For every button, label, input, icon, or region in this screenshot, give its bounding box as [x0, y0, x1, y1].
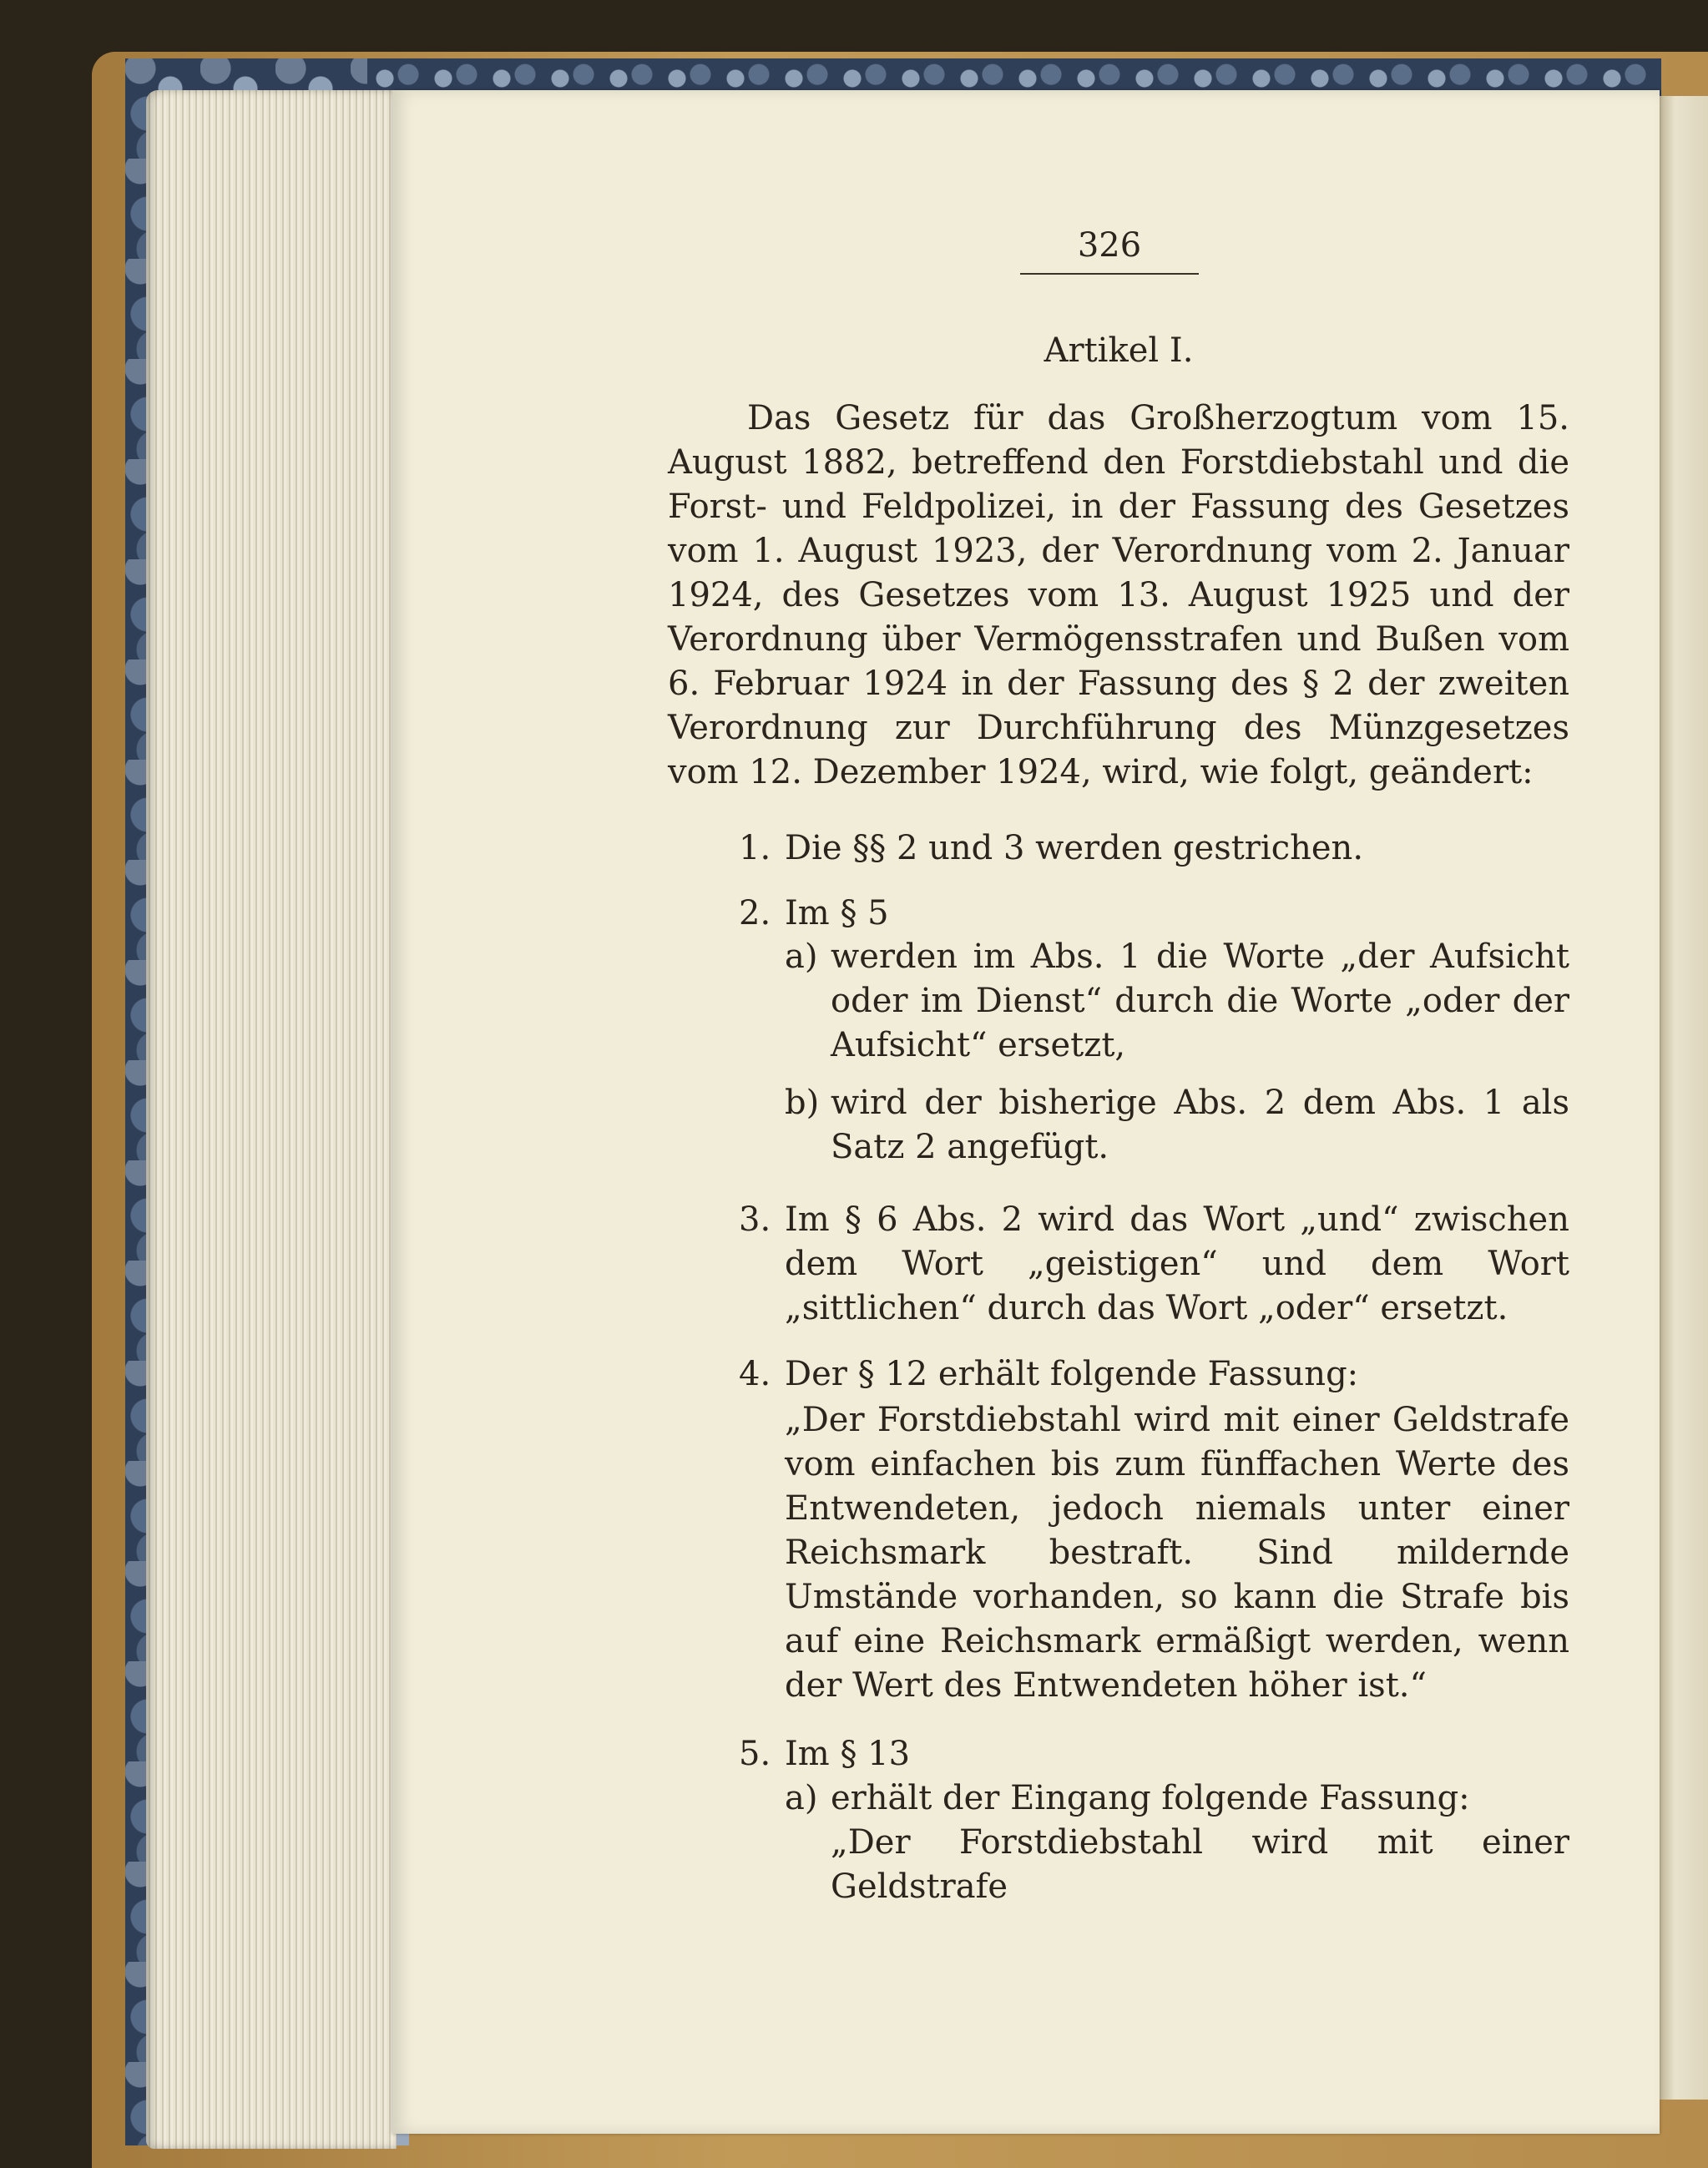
list-item-text: Im § 6 Abs. 2 wird das Wort „und“ zwischen dem Wort „geistigen“ und dem Wort „sittlichen“ durch das Wort „oder“ ersetzt.: [785, 1200, 1569, 1327]
list-item-4-quote: [785, 1398, 1569, 1711]
list-item-3: [739, 1198, 1569, 1332]
sub-item-label: a): [785, 1779, 818, 1817]
list-item-number: 5.: [739, 1735, 771, 1773]
list-item-number: 4.: [739, 1355, 771, 1393]
article-heading: Artikel I.: [1043, 331, 1194, 370]
list-item-5-quote: [831, 1821, 1569, 1906]
quoted-text: „Der Forstdiebstahl wird mit einer Geldstrafe vom einfachen bis zum fünffachen Werte des Entwendeten, jedoch niemals unter einer Reichsmark bestraft. Sind mildernde Umstände vorhanden, so kann die Strafe bis auf eine Reichsmark ermäßigt werden, wenn der Wert des Entwendeten höher ist.“: [785, 1401, 1569, 1705]
intro-paragraph: Das Gesetz für das Großherzogtum vom 15. August 1882, betreffend den Forstdiebstahl und die Forst- und Feldpolizei, in der Fassung des Gesetzes vom 1. August 1923, der Verordnung vom 2. Januar 1924, des Gesetzes vom 13. August 1925 und der Verordnung über Vermögensstrafen und Bußen vom 6. Februar 1924 in der Fassung des § 2 der zweiten Verordnung zur Durchführung des Münzgesetzes vom 12. Dezember 1924, wird, wie folgt, geändert:: [668, 399, 1569, 791]
page-number: 326: [1077, 226, 1142, 265]
page-block-edges: [146, 90, 397, 2149]
facing-page-edge: [1657, 96, 1708, 2100]
sub-item-label: a): [785, 937, 818, 976]
page-number-rule: [1020, 273, 1199, 275]
quoted-text: „Der Forstdiebstahl wird mit einer Geldstrafe: [831, 1823, 1569, 1906]
list-item-5: [739, 1732, 1569, 1776]
list-item-1: [739, 826, 1569, 871]
list-item-text: Der § 12 erhält folgende Fassung:: [785, 1355, 1359, 1393]
list-item-5-sub-a: [785, 1776, 1569, 1821]
sub-item-text: wird der bisherige Abs. 2 dem Abs. 1 als Satz 2 angefügt.: [831, 1084, 1569, 1166]
sub-item-text: werden im Abs. 1 die Worte „der Aufsicht oder im Dienst“ durch die Worte „oder der Aufsicht“ ersetzt,: [831, 937, 1569, 1064]
list-item-text: Im § 5: [785, 894, 889, 932]
list-item-number: 3.: [739, 1200, 771, 1239]
sub-item-text: erhält der Eingang folgende Fassung:: [831, 1779, 1470, 1817]
list-item-text: Im § 13: [785, 1735, 911, 1773]
list-item-number: 1.: [739, 829, 771, 867]
list-item-4: [739, 1352, 1569, 1397]
list-item-2-sub-b: [785, 1081, 1569, 1170]
sub-item-label: b): [785, 1084, 820, 1122]
list-item-number: 2.: [739, 894, 771, 932]
list-item-2: [739, 892, 1569, 936]
list-item-text: Die §§ 2 und 3 werden gestrichen.: [785, 829, 1364, 867]
list-item-2-sub-a: [785, 935, 1569, 1069]
